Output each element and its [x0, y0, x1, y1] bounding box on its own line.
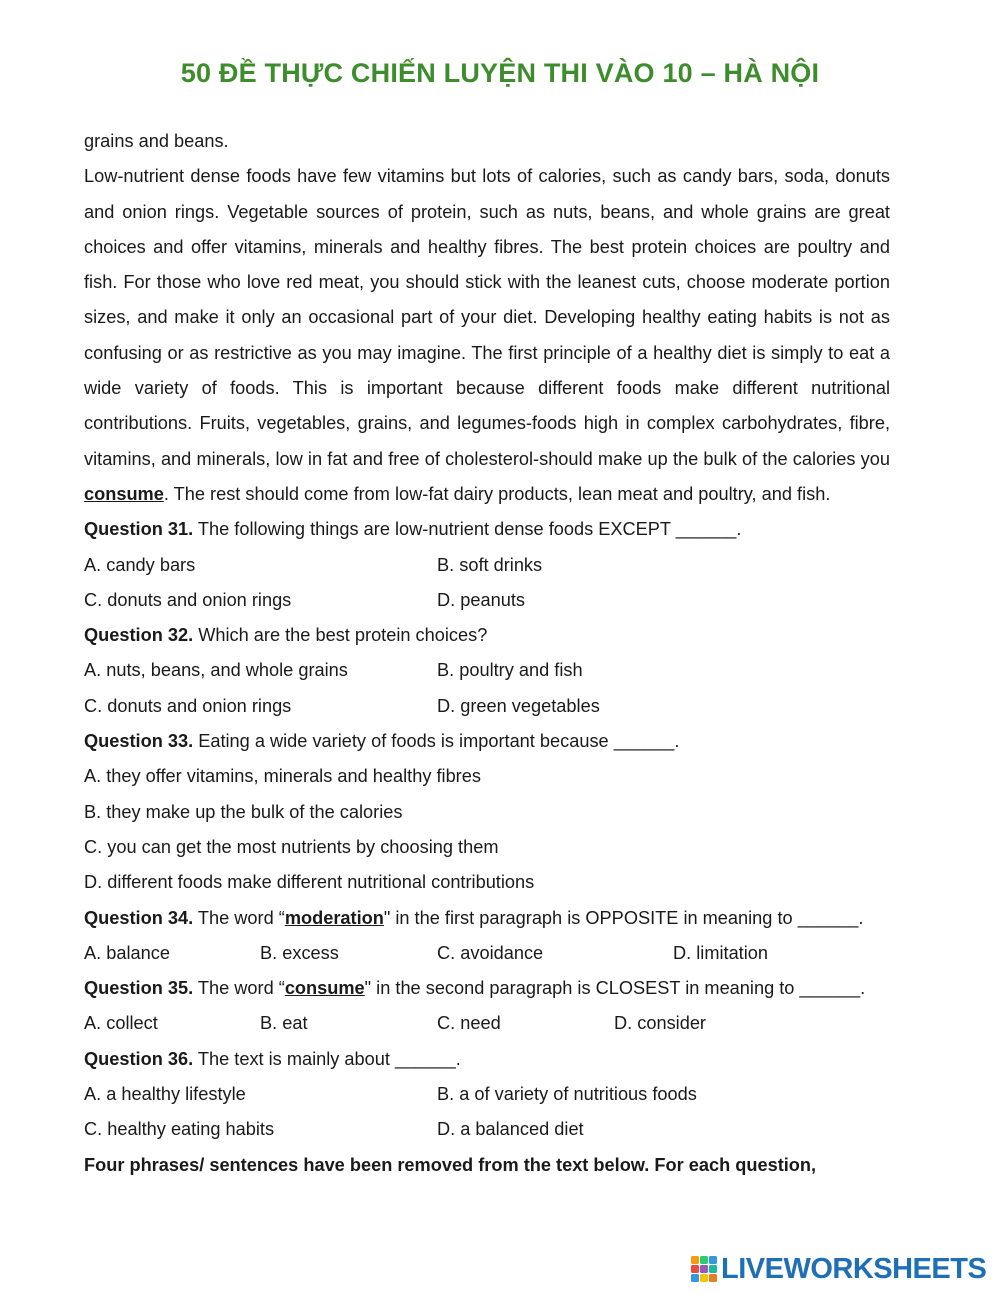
- option-b[interactable]: B. a of variety of nutritious foods: [437, 1084, 697, 1105]
- question-text: Eating a wide variety of foods is important because ______.: [193, 731, 680, 752]
- watermark-text: LIVEWORKSHEETS: [721, 1253, 987, 1285]
- option-d[interactable]: D. limitation: [673, 942, 769, 963]
- passage-text: . The rest should come from low-fat dairy products, lean meat and poultry, and fish.: [163, 483, 831, 504]
- keyword-consume: consume: [84, 483, 164, 504]
- question-text: The word “: [193, 907, 285, 928]
- question-label: Question 33.: [84, 731, 194, 752]
- option-a[interactable]: A. a healthy lifestyle: [84, 1084, 246, 1105]
- question-32: [84, 618, 890, 653]
- document-body: [84, 124, 890, 1183]
- option-a[interactable]: A. they offer vitamins, minerals and healthy fibres: [84, 766, 481, 787]
- option-b[interactable]: B. they make up the bulk of the calories: [84, 801, 403, 822]
- options-row: [84, 548, 890, 583]
- option-a[interactable]: A. nuts, beans, and whole grains: [84, 660, 348, 681]
- question-text: " in the first paragraph is OPPOSITE in meaning to ______.: [383, 907, 864, 928]
- question-label: Question 31.: [84, 519, 194, 540]
- options-row: [84, 1077, 890, 1112]
- question-34: [84, 901, 890, 936]
- option-c[interactable]: C. healthy eating habits: [84, 1119, 275, 1140]
- question-text: The text is mainly about ______.: [193, 1048, 461, 1069]
- question-text: The following things are low-nutrient dense foods EXCEPT ______.: [193, 519, 742, 540]
- passage-paragraph: [84, 159, 890, 512]
- option-c[interactable]: C. need: [437, 1013, 501, 1034]
- options-row: [84, 936, 890, 971]
- question-label: Question 35.: [84, 978, 194, 999]
- option-c[interactable]: C. donuts and onion rings: [84, 695, 292, 716]
- option-b[interactable]: B. poultry and fish: [437, 660, 583, 681]
- question-label: Question 32.: [84, 625, 194, 646]
- option-b[interactable]: B. excess: [260, 942, 339, 963]
- question-31: [84, 512, 890, 547]
- watermark: [690, 1254, 986, 1284]
- question-text: Which are the best protein choices?: [193, 625, 488, 646]
- question-36: [84, 1042, 890, 1077]
- option-b[interactable]: B. soft drinks: [437, 554, 543, 575]
- options-row: [84, 689, 890, 724]
- option-d[interactable]: D. green vegetables: [437, 695, 600, 716]
- question-text: " in the second paragraph is CLOSEST in meaning to ______.: [364, 978, 866, 999]
- section-instruction: Four phrases/ sentences have been removed from the text below. For each question,: [84, 1154, 817, 1175]
- option-a[interactable]: A. balance: [84, 942, 170, 963]
- question-label: Question 34.: [84, 907, 194, 928]
- option-b[interactable]: B. eat: [260, 1013, 308, 1034]
- option-a[interactable]: A. candy bars: [84, 554, 196, 575]
- option-c[interactable]: C. donuts and onion rings: [84, 589, 292, 610]
- keyword-consume: consume: [284, 978, 365, 999]
- options-row: [84, 1112, 890, 1147]
- options-row: [84, 653, 890, 688]
- page-title: 50 ĐỀ THỰC CHIẾN LUYỆN THI VÀO 10 – HÀ NỘI: [180, 58, 820, 88]
- passage-text: Low-nutrient dense foods have few vitamins but lots of calories, such as candy bars, soda, donuts and onion rings. Vegetable sources of protein, such as nuts, beans, and whole grains are great choices and offer vitamins, minerals and healthy fibres. The best protein choices are poultry and fish. For those who love red meat, you should stick with the leanest cuts, choose moderate portion sizes, and make it only an occasional part of your diet. Developing healthy eating habits is not as confusing or as restrictive as you may imagine. The first principle of a healthy diet is simply to eat a wide variety of foods. This is important because different foods make different nutritional contributions. Fruits, vegetables, grains, and legumes-foods high in complex carbohydrates, fibre, vitamins, and minerals, low in fat and free of cholesterol-should make up the bulk of the calories you: [84, 166, 890, 469]
- option-c[interactable]: C. you can get the most nutrients by choosing them: [84, 836, 499, 857]
- question-label: Question 36.: [84, 1048, 194, 1069]
- options-row: [84, 583, 890, 618]
- option-d[interactable]: D. consider: [614, 1013, 706, 1034]
- passage-line: grains and beans.: [84, 131, 229, 151]
- options-row: [84, 1006, 890, 1041]
- question-text: The word “: [193, 978, 285, 999]
- question-33: [84, 724, 890, 759]
- liveworksheets-logo-icon: [690, 1255, 718, 1283]
- keyword-moderation: moderation: [284, 907, 384, 928]
- option-d[interactable]: D. different foods make different nutritional contributions: [84, 872, 535, 893]
- option-c[interactable]: C. avoidance: [437, 942, 544, 963]
- question-35: [84, 971, 890, 1006]
- option-d[interactable]: D. peanuts: [437, 589, 525, 610]
- option-d[interactable]: D. a balanced diet: [437, 1119, 584, 1140]
- option-a[interactable]: A. collect: [84, 1013, 158, 1034]
